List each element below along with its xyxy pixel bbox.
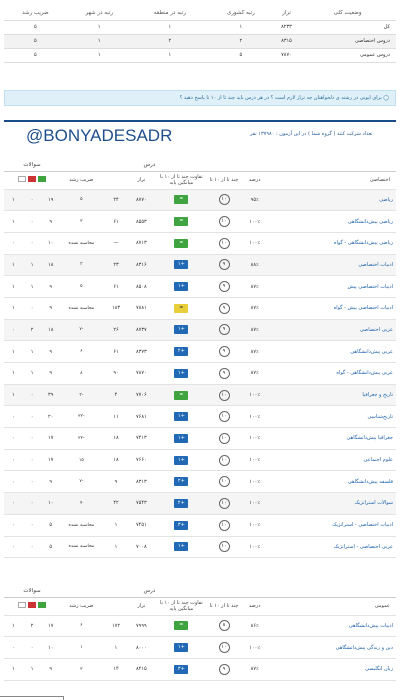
question-count: ۱۸: [41, 319, 60, 341]
scrollbar-fragment: [0, 696, 64, 700]
general-answer-icons: [18, 602, 46, 608]
general-growth-header: ضریب رشد: [60, 597, 103, 615]
summary-cell: ۵: [4, 48, 67, 62]
general-coef-header: [103, 597, 130, 615]
question-count: ۱: [4, 189, 23, 211]
question-count: ۹: [41, 471, 60, 493]
out-of-10-circle: ۱۰: [219, 411, 230, 422]
question-count: ۲۰: [41, 406, 60, 428]
subject-level: ۸۵۵۳: [129, 211, 153, 233]
level-header: تراز: [129, 171, 153, 189]
subject-level: ۷۸۸۱: [129, 297, 153, 319]
general-section-header: درس: [60, 586, 239, 597]
subject-row[interactable]: [4, 449, 396, 471]
subject-growth: محاسبه نشده: [60, 297, 103, 319]
question-count: ۱: [23, 658, 42, 680]
question-count: ۳۹: [41, 384, 60, 406]
out-of-10-circle: ۱۰: [219, 520, 230, 531]
question-count: ۰: [4, 493, 23, 515]
subject-name[interactable]: تاریخ و جغرافیا: [271, 384, 396, 406]
question-count: ۰: [23, 428, 42, 450]
subject-growth: -۷: [60, 319, 103, 341]
blank-icon: [18, 176, 26, 182]
summary-cell: ۱: [67, 34, 132, 48]
subject-growth: -۲۲: [60, 406, 103, 428]
subject-coef: ۶۱: [103, 276, 130, 298]
subject-row[interactable]: [4, 189, 396, 211]
subject-percent: ۱۰۰٪: [239, 471, 271, 493]
subject-coef: ۲۶: [103, 319, 130, 341]
out-of-10-header: چند تا از ۱۰ تا: [209, 171, 238, 189]
general-group-header: عمومی: [271, 597, 396, 615]
subject-percent: ۱۰۰٪: [239, 637, 271, 659]
difference-badge: +۱: [174, 643, 188, 652]
summary-table: [4, 6, 396, 63]
subject-coef: ۶۱: [103, 211, 130, 233]
participants-count: تعداد شرکت کنند ( گروه شما ) در این آزمون : ۱۳۷۹۸۰ نفر: [250, 131, 373, 137]
channel-watermark: @BONYADESADR: [26, 126, 173, 145]
subject-name[interactable]: جغرافیا پیش‌دانشگاهی: [271, 428, 396, 450]
subject-level: ۸۵۰۸: [129, 276, 153, 298]
subject-row[interactable]: [4, 514, 396, 536]
summary-cell: ۸۳۱۵: [274, 34, 299, 48]
specialized-table: [4, 160, 396, 558]
out-of-10-circle: ۹: [219, 259, 230, 270]
coef-header: [103, 171, 130, 189]
subject-level: ۷۵۴۳: [129, 493, 153, 515]
subject-row[interactable]: [4, 615, 396, 637]
summary-cell: ۱: [67, 20, 132, 34]
subject-coef: ۱: [103, 536, 130, 558]
question-count: ۰: [4, 232, 23, 254]
subject-name[interactable]: دین و زندگی پیش‌دانشگاهی: [271, 637, 396, 659]
subject-growth: ۳: [60, 254, 103, 276]
percent-header: درصد: [239, 171, 271, 189]
correct-icon: [38, 602, 46, 608]
subject-percent: ۸۷٪: [239, 658, 271, 680]
difference-badge: +۲: [174, 477, 188, 486]
growth-header: ضریب رشد: [60, 171, 103, 189]
subject-level: ۷۰۰۸: [129, 536, 153, 558]
subject-growth: -۲۲: [60, 428, 103, 450]
subject-growth: -۳: [60, 384, 103, 406]
question-count: ۰: [4, 637, 23, 659]
subject-level: ۸۷۱۳: [129, 232, 153, 254]
subject-level: ۸۷۷۰: [129, 189, 153, 211]
summary-cell: ۱: [208, 20, 274, 34]
summary-cell: ۵: [4, 34, 67, 48]
summary-cell: ۲: [208, 34, 274, 48]
question-count: ۱: [23, 254, 42, 276]
subject-coef: ۹۰: [103, 363, 130, 385]
subject-name[interactable]: ادبیات پیش‌دانشگاهی: [271, 615, 396, 637]
subject-level: ۷۹۹۹: [129, 615, 153, 637]
question-count: ۹: [41, 658, 60, 680]
subject-coef: ۱: [103, 637, 130, 659]
general-questions-header: سوالات: [4, 586, 60, 597]
out-of-10-circle: ۹: [219, 346, 230, 357]
subject-row[interactable]: [4, 254, 396, 276]
subject-name[interactable]: ادبیات اختصاصی پیش: [271, 276, 396, 298]
subject-name[interactable]: فلسفه پیش‌دانشگاهی: [271, 471, 396, 493]
difference-badge: =: [174, 239, 188, 248]
summary-row-label: کل: [299, 20, 396, 34]
question-count: ۱: [4, 615, 23, 637]
out-of-10-circle: ۱۰: [219, 390, 230, 401]
question-count: ۹: [41, 363, 60, 385]
subject-row[interactable]: [4, 428, 396, 450]
difference-badge: +۱: [174, 542, 188, 551]
summary-cell: ۱: [67, 48, 132, 62]
question-count: ۹: [41, 276, 60, 298]
out-of-10-circle: ۱۰: [219, 476, 230, 487]
subject-percent: ۱۰۰٪: [239, 428, 271, 450]
question-count: ۱: [4, 341, 23, 363]
subject-level: ۸۷۳۷: [129, 319, 153, 341]
questions-header: سوالات: [4, 160, 60, 171]
question-count: ۱: [4, 276, 23, 298]
subject-name[interactable]: ادبیات اختصاصی: [271, 254, 396, 276]
subject-row[interactable]: [4, 637, 396, 659]
question-count: ۵: [41, 514, 60, 536]
question-count: ۱۰: [41, 637, 60, 659]
summary-header-level: تراز: [274, 6, 299, 20]
subject-level: ۷۷۰۶: [129, 384, 153, 406]
subject-growth: ۵: [60, 276, 103, 298]
subject-growth: ۲: [60, 211, 103, 233]
subject-growth: ۸: [60, 363, 103, 385]
subject-row[interactable]: [4, 211, 396, 233]
subject-growth: ۶: [60, 341, 103, 363]
question-count: ۱۷: [41, 449, 60, 471]
difference-badge: =: [174, 391, 188, 400]
difference-badge: +۱: [174, 412, 188, 421]
question-count: ۰: [4, 406, 23, 428]
subject-row[interactable]: [4, 232, 396, 254]
out-of-10-circle: ۱۰: [219, 216, 230, 227]
question-count: ۱: [23, 363, 42, 385]
subject-percent: ۸۷٪: [239, 276, 271, 298]
subject-coef: ۴۲: [103, 493, 130, 515]
subject-level: ۷۴۱۳: [129, 428, 153, 450]
difference-badge: =: [174, 621, 188, 630]
subject-name[interactable]: علوم اجتماعی: [271, 449, 396, 471]
summary-header-growth: ضریب رشد: [4, 6, 67, 20]
group-header: اختصاصی: [271, 171, 396, 189]
subject-name[interactable]: زبان انگلیسی: [271, 658, 396, 680]
subject-coef: ۲۴: [103, 189, 130, 211]
question-count: ۹: [41, 297, 60, 319]
question-count: ۱۹: [41, 189, 60, 211]
question-count: ۰: [23, 471, 42, 493]
question-count: ۰: [4, 514, 23, 536]
out-of-10-circle: ۱۰: [219, 194, 230, 205]
summary-row: [4, 48, 396, 62]
subject-percent: ۱۰۰٪: [239, 449, 271, 471]
out-of-10-circle: ۸: [219, 620, 230, 631]
subject-percent: ۹۵٪: [239, 189, 271, 211]
summary-header-national-rank: رتبه کشوری: [208, 6, 274, 20]
out-of-10-circle: ۹: [219, 664, 230, 675]
subject-row[interactable]: [4, 493, 396, 515]
blank-icon: [18, 602, 26, 608]
question-count: ۱: [23, 276, 42, 298]
question-count: ۱۸: [41, 254, 60, 276]
out-of-10-circle: ۹: [219, 368, 230, 379]
question-count: ۹: [41, 211, 60, 233]
difference-badge: +۲: [174, 347, 188, 356]
subject-level: ۷۶۸۱: [129, 406, 153, 428]
subject-name[interactable]: عربی اختصاصی - استراتژیک: [271, 536, 396, 558]
difference-badge: +۱: [174, 260, 188, 269]
subject-coef: ۲۳: [103, 254, 130, 276]
subject-row[interactable]: [4, 341, 396, 363]
difference-badge: =: [174, 195, 188, 204]
difference-badge: +۱: [174, 325, 188, 334]
summary-cell: ۵: [208, 48, 274, 62]
general-level-header: تراز: [129, 597, 153, 615]
question-count: ۲: [23, 615, 42, 637]
subject-level: ۸۳۱۳: [129, 471, 153, 493]
info-banner[interactable]: ◯ برای ایونی در رشته ی دلخواهتان چه تراز لازم است ؟ در هر درس باید چند تا از ۱۰ تا پاسخ دهید ؟: [4, 90, 396, 106]
subject-name[interactable]: عربی پیش‌دانشگاهی - گواه: [271, 363, 396, 385]
question-count: ۰: [23, 406, 42, 428]
subject-name[interactable]: عربی پیش‌دانشگاهی: [271, 341, 396, 363]
question-count: ۱۰: [41, 493, 60, 515]
subject-row[interactable]: [4, 319, 396, 341]
subject-level: ۷۸۷۰: [129, 363, 153, 385]
subject-row[interactable]: [4, 658, 396, 680]
question-count: ۱: [23, 341, 42, 363]
subject-percent: ۸۶٪: [239, 615, 271, 637]
subject-percent: ۱۰۰٪: [239, 406, 271, 428]
subject-name[interactable]: عربی اختصاصی: [271, 319, 396, 341]
wrong-icon: [28, 602, 36, 608]
out-of-10-circle: ۱۰: [219, 455, 230, 466]
difference-badge: =: [174, 217, 188, 226]
subject-percent: ۱۰۰٪: [239, 536, 271, 558]
general-difference-header: تفاوت چند تا از ۱۰ با میانگین پایه: [153, 597, 209, 615]
subject-growth: -۷: [60, 471, 103, 493]
subject-level: ۸۳۷۳: [129, 341, 153, 363]
question-count: ۰: [4, 319, 23, 341]
summary-row: [4, 20, 396, 34]
difference-badge: +۱: [174, 434, 188, 443]
subject-growth: ۱۵: [60, 449, 103, 471]
question-count: ۵: [41, 536, 60, 558]
question-count: ۲: [23, 319, 42, 341]
section-header: درس: [60, 160, 239, 171]
subject-level: ۸۳۱۶: [129, 254, 153, 276]
question-count: ۱۷: [41, 615, 60, 637]
summary-row-label: دروس عمومی: [299, 48, 396, 62]
subject-coef: ۱۸۳: [103, 297, 130, 319]
subject-coef: ۶۱: [103, 341, 130, 363]
subject-growth: ۶: [60, 615, 103, 637]
subject-name[interactable]: ادبیات اختصاصی پیش - گواه: [271, 297, 396, 319]
general-out-of-10-header: چند تا از ۱۰ تا: [209, 597, 238, 615]
subject-percent: ۸۷٪: [239, 363, 271, 385]
question-count: ۰: [23, 536, 42, 558]
question-count: ۱: [4, 363, 23, 385]
subject-name[interactable]: ادبیات اختصاصی - استراتژیک: [271, 514, 396, 536]
out-of-10-circle: ۱۰: [219, 433, 230, 444]
subject-growth: محاسبه نشده: [60, 232, 103, 254]
question-count: ۱: [4, 211, 23, 233]
difference-badge: +۲: [174, 499, 188, 508]
question-count: ۱۷: [41, 428, 60, 450]
answer-icons: [18, 176, 46, 182]
subject-row[interactable]: [4, 406, 396, 428]
subject-coef: ۱۴: [103, 658, 130, 680]
subject-name[interactable]: ریاضی پیش‌دانشگاهی - گواه: [271, 232, 396, 254]
subject-percent: ۱۰۰٪: [239, 232, 271, 254]
summary-cell: ۲: [132, 34, 208, 48]
subject-row[interactable]: [4, 384, 396, 406]
subject-percent: ۱۰۰٪: [239, 514, 271, 536]
summary-header-region-rank: رتبه در منطقه: [132, 6, 208, 20]
subject-growth: محاسبه نشده: [60, 514, 103, 536]
question-count: ۰: [4, 536, 23, 558]
summary-row: [4, 34, 396, 48]
out-of-10-circle: ۹: [219, 303, 230, 314]
subject-coef: ۱۸: [103, 449, 130, 471]
subject-percent: ۸۷٪: [239, 297, 271, 319]
subject-name[interactable]: ریاضی: [271, 189, 396, 211]
subject-growth: محاسبه نشده: [60, 536, 103, 558]
difference-badge: +۱: [174, 456, 188, 465]
subject-coef: ۴: [103, 384, 130, 406]
difference-badge: +۳: [174, 665, 188, 674]
subject-coef: ۱: [103, 514, 130, 536]
summary-cell: ۱: [132, 20, 208, 34]
question-count: ۱: [4, 658, 23, 680]
correct-icon: [38, 176, 46, 182]
subject-growth: ۲: [60, 658, 103, 680]
difference-badge: +۱: [174, 282, 188, 291]
out-of-10-circle: ۱۰: [219, 498, 230, 509]
wrong-icon: [28, 176, 36, 182]
subject-row[interactable]: [4, 297, 396, 319]
question-count: ۰: [23, 449, 42, 471]
subject-growth: ۴: [60, 493, 103, 515]
subject-level: ۸۴۱۵: [129, 658, 153, 680]
question-count: ۰: [4, 449, 23, 471]
subject-coef: ۱۱: [103, 406, 130, 428]
question-count: ۱: [4, 254, 23, 276]
question-count: ۰: [4, 471, 23, 493]
subject-coef: ۹: [103, 471, 130, 493]
difference-badge: +۱: [174, 369, 188, 378]
question-count: ۰: [23, 637, 42, 659]
summary-cell: ۸۲۳۳: [274, 20, 299, 34]
subject-coef: ۱۸: [103, 428, 130, 450]
subject-level: ۷۶۶۰: [129, 449, 153, 471]
out-of-10-circle: ۱۰: [219, 541, 230, 552]
out-of-10-circle: ۹: [219, 324, 230, 335]
subject-row[interactable]: [4, 363, 396, 385]
summary-row-label: دروس اختصاصی: [299, 34, 396, 48]
question-count: ۱: [4, 297, 23, 319]
subject-level: ۸۰۰۰: [129, 637, 153, 659]
out-of-10-circle: ۹: [219, 281, 230, 292]
difference-badge: +۳: [174, 521, 188, 530]
question-count: ۰: [23, 232, 42, 254]
section-divider: [4, 120, 396, 122]
subject-percent: ۱۰۰٪: [239, 211, 271, 233]
subject-percent: ۱۰۰٪: [239, 493, 271, 515]
question-count: ۰: [23, 189, 42, 211]
summary-header-city-rank: رتبه در شهر: [67, 6, 132, 20]
question-count: ۱۰: [41, 232, 60, 254]
question-count: ۰: [23, 384, 42, 406]
question-count: ۰: [23, 211, 42, 233]
question-count: ۰: [23, 297, 42, 319]
subject-row[interactable]: [4, 276, 396, 298]
general-table: [4, 586, 396, 681]
summary-cell: ۱: [132, 48, 208, 62]
subject-coef: ۱۷۲: [103, 615, 130, 637]
question-count: ۰: [4, 428, 23, 450]
question-count: ۰: [23, 493, 42, 515]
question-count: ۰: [23, 514, 42, 536]
difference-header: تفاوت چند تا از ۱۰ با میانگین پایه: [153, 171, 209, 189]
subject-percent: ۸۸٪: [239, 254, 271, 276]
subject-name[interactable]: سوالات استراتژیک: [271, 493, 396, 515]
subject-row[interactable]: [4, 536, 396, 558]
subject-name[interactable]: ریاضی پیش‌دانشگاهی: [271, 211, 396, 233]
subject-coef: —: [103, 232, 130, 254]
subject-level: ۷۴۵۱: [129, 514, 153, 536]
subject-name[interactable]: تاریخ‌شناسی: [271, 406, 396, 428]
summary-cell: ۵: [4, 20, 67, 34]
subject-percent: ۸۷٪: [239, 319, 271, 341]
difference-badge: =: [174, 304, 188, 313]
summary-header-status: وضعیت کلی: [299, 6, 396, 20]
general-percent-header: درصد: [239, 597, 271, 615]
question-count: ۹: [41, 341, 60, 363]
subject-row[interactable]: [4, 471, 396, 493]
out-of-10-circle: ۱۰: [219, 238, 230, 249]
summary-cell: ۷۸۷۰: [274, 48, 299, 62]
subject-percent: ۱۰۰٪: [239, 384, 271, 406]
question-count: ۱: [4, 384, 23, 406]
subject-percent: ۸۷٪: [239, 341, 271, 363]
subject-growth: ۵: [60, 189, 103, 211]
subject-growth: ۱: [60, 637, 103, 659]
out-of-10-circle: ۱۰: [219, 642, 230, 653]
